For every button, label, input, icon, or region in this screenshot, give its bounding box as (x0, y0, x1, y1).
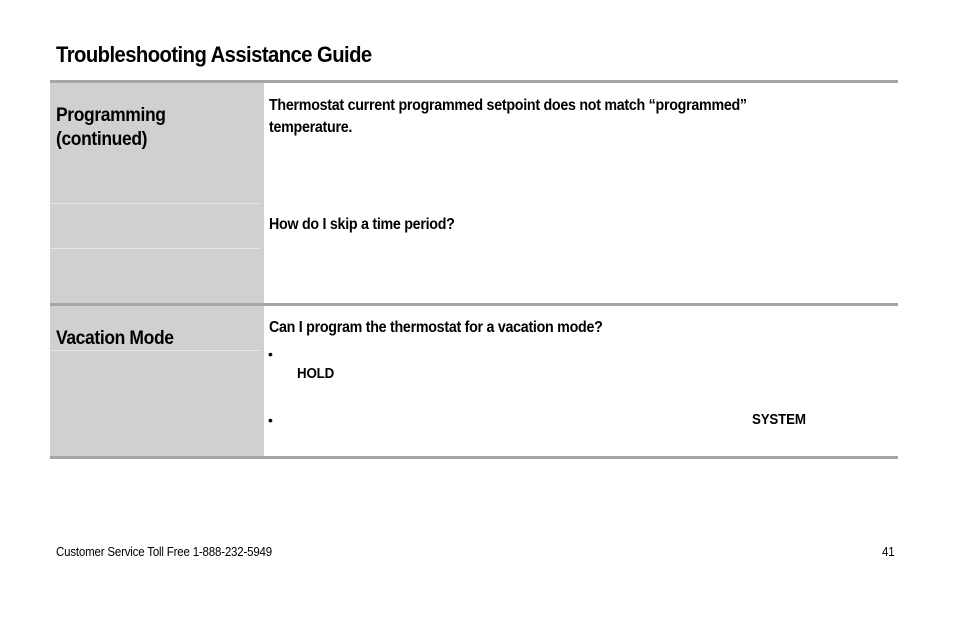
footer-customer-service: Customer Service Toll Free 1-888-232-5949 (56, 545, 272, 559)
bullet-point: • (268, 412, 273, 428)
keyword-hold: HOLD (297, 366, 335, 382)
section-heading-programming (56, 104, 166, 152)
section-heading-line: (continued) (56, 129, 148, 150)
bullet-point: • (268, 346, 273, 362)
question-line: temperature. (269, 119, 353, 136)
left-column-divider (50, 203, 260, 204)
question-setpoint-mismatch (269, 95, 747, 139)
bottom-rule (50, 456, 898, 459)
section-heading-line: Programming (56, 105, 166, 126)
question-line: Thermostat current programmed setpoint does not match “programmed” (269, 97, 747, 114)
question-vacation-mode: Can I program the thermostat for a vacation mode? (269, 319, 603, 336)
question-skip-time-period: How do I skip a time period? (269, 216, 455, 233)
keyword-system: SYSTEM (752, 412, 806, 428)
section-heading-vacation: Vacation Mode (56, 328, 174, 349)
page-title: Troubleshooting Assistance Guide (56, 42, 372, 67)
left-column-divider (50, 248, 260, 249)
footer-page-number: 41 (882, 545, 895, 559)
